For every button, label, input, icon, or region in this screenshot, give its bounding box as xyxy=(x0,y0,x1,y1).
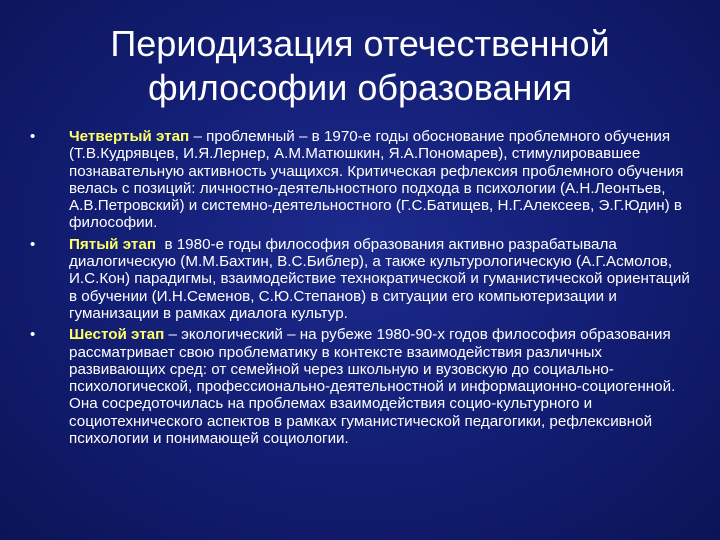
slide-title-line-2: философии образования xyxy=(147,67,573,108)
list-item-stage-6 xyxy=(28,326,692,447)
slide-title-line-1: Периодизация отечественной xyxy=(110,23,610,64)
stage-label: Четвертый этап xyxy=(69,128,190,145)
list-item-stage-5 xyxy=(28,235,695,322)
bullet-list xyxy=(28,128,695,451)
stage-label: Шестой этап xyxy=(69,326,165,344)
stage-label: Пятый этап xyxy=(69,235,156,253)
stage-description: – проблемный – в 1970-е годы обоснование проблемного обучения (Т.В.Кудрявцев, И.Я.Лернер, А.М.Матюшкин, Я.А.Пономарев), стимулировавшее познавательную активность учащихся. Критическая рефлексия проблемного обучения велась с позиций: личностно-деятельностного подхода в психологии (А.Н.Леонтьев, А.В.Петровский) и системно-деятельностного (Г.С.Батищев, Н.Г.Алексеев, Э.Г.Юдин) в философии. xyxy=(69,128,684,232)
stage-description: – экологический – на рубеже 1980-90-х годов философия образования рассматривает свою проблематику в контексте взаимодействия различных развивающих сред: от семейной через школьную и вузовскую до социально-психологической, профессионально-деятельностной и информационно-социогенной. Она сосредоточилась на проблемах взаимодействия социо-культурного и социотехнического аспектов в рамках гуманистической педагогики, рефлексивной психологии и понимающей социологии. xyxy=(69,326,676,448)
bullet-icon: • xyxy=(30,235,36,253)
bullet-icon: • xyxy=(30,128,36,145)
stage-description: в 1980-е годы философия образования активно разрабатывала диалогическую (М.М.Бахтин, В.С.Библер), а также культурологическую (А.Г.Асмолов, И.С.Кон) парадигмы, взаимодействие технократической и гуманистической ориентаций в обучении (И.Н.Семенов, С.Ю.Степанов) в ситуации его компьютеризации и гуманизации в рамках диалога культур. xyxy=(69,235,695,322)
bullet-icon: • xyxy=(30,326,36,344)
slide-title xyxy=(40,22,680,110)
list-item-stage-4 xyxy=(28,128,692,232)
